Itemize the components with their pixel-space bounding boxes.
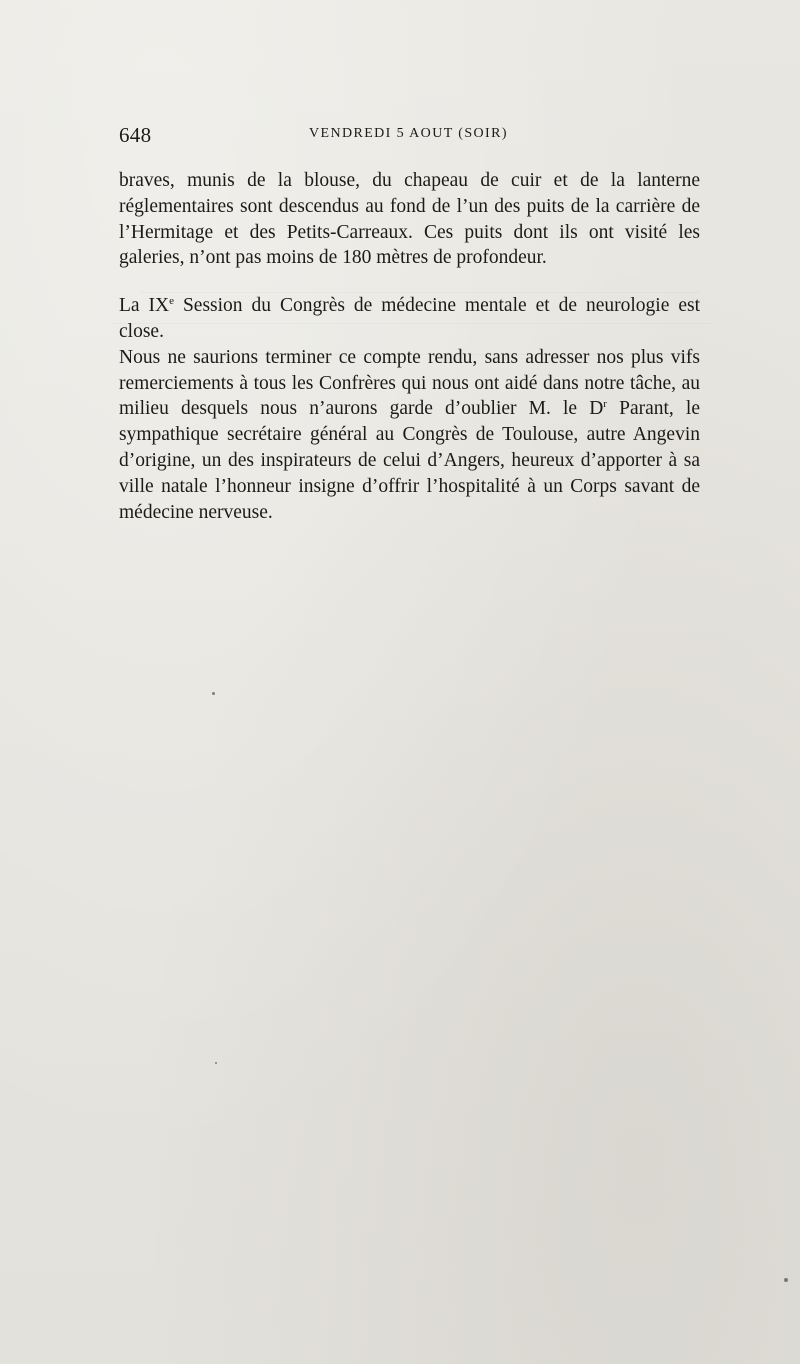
paragraph-3: [119, 345, 700, 526]
print-speck: [212, 692, 215, 695]
superscript-e: e: [169, 295, 174, 308]
paragraph-3-part-2: Parant, le sympathique secrétaire général au Congrès de Toulouse, autre Angevin d’origine, un des inspirateurs de celui d’Angers, heureux d’apporter à sa ville natale l’honneur insigne d’offrir l’hospitalité à un Corps savant de médecine nerveuse.: [119, 398, 701, 523]
superscript-r: r: [603, 398, 607, 411]
paragraph-1: braves, munis de la blouse, du chapeau de cuir et de la lanterne réglementaires sont descendus au fond de l’un des puits de la carrière de l’Hermitage et des Petits-Carreaux. Ces puits dont ils ont visité les galeries, n’ont pas moins de 180 mètres de profondeur.: [119, 170, 700, 269]
page-header: [119, 123, 699, 147]
paragraph-2: [119, 293, 700, 345]
paragraph-3-part-1: Nous ne saurions terminer ce compte rendu, sans adresser nos plus vifs remerciements à tous les Confrères qui nous ont aidé dans notre tâche, au milieu desquels nous n’aurons garde d’oublier M. le D: [119, 346, 700, 420]
print-speck: [215, 1062, 217, 1064]
paragraph-2-part-2: Session du Congrès de médecine mentale et de neurologie est close.: [119, 295, 700, 342]
page-number: 648: [119, 123, 152, 147]
body-text: [119, 168, 700, 525]
paragraph-gap: [119, 271, 700, 293]
print-speck: [784, 1278, 788, 1282]
paragraph-2-part-1: La IX: [119, 295, 170, 317]
running-head: VENDREDI 5 AOUT (SOIR): [309, 126, 508, 141]
